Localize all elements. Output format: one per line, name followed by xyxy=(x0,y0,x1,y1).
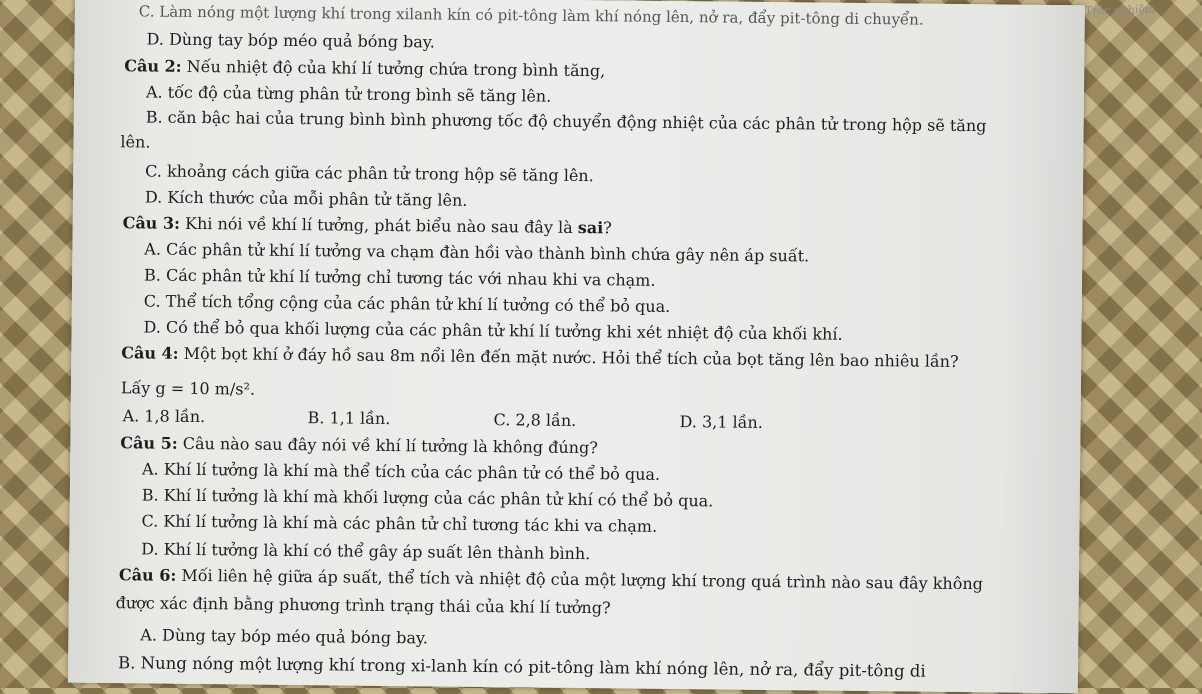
q5-option-b: B. Khí lí tưởng là khí mà khối lượng của các phân tử khí có thể bỏ qua. xyxy=(141,485,714,511)
q1-option-c: C. Làm nóng một lượng khí trong xilanh kín có pit-tông làm khí nóng lên, nở ra, đẩy pit-tông di chuyển. xyxy=(138,2,924,29)
q3-option-c: C. Thể tích tổng cộng của các phân tử khí lí tưởng có thể bỏ qua. xyxy=(143,291,671,316)
q4-given-g: Lấy g = 10 m/s². xyxy=(120,378,256,399)
q5-option-d: D. Khí lí tưởng là khí có thể gây áp suất lên thành bình. xyxy=(141,539,591,564)
question-5 xyxy=(120,433,598,458)
q4-option-a: A. 1,8 lần. xyxy=(122,406,206,427)
q4-option-d: D. 3,1 lần. xyxy=(679,412,763,432)
question-6-label: Câu 6: xyxy=(118,565,177,585)
question-4-label: Câu 4: xyxy=(121,343,179,363)
question-6-text: Mối liên hệ giữa áp suất, thể tích và nhiệt độ của một lượng khí trong quá trình nào sau đây không xyxy=(176,565,984,594)
question-2-label: Câu 2: xyxy=(124,56,182,76)
question-3-mark: ? xyxy=(603,218,612,238)
question-3-text: Khi nói về khí lí tưởng, phát biểu nào sau đây là xyxy=(179,213,578,237)
question-6-cont: được xác định bằng phương trình trạng thái của khí lí tưởng? xyxy=(115,593,611,618)
question-2-text: Nếu nhiệt độ của khí lí tưởng chứa trong bình tăng, xyxy=(181,56,606,81)
q6-option-a: A. Dùng tay bóp méo quả bóng bay. xyxy=(140,625,429,648)
worksheet-paper xyxy=(68,0,1156,693)
q2-option-c: C. khoảng cách giữa các phân tử trong hộp sẽ tăng lên. xyxy=(145,161,594,186)
question-3-emphasis: sai xyxy=(577,217,604,238)
question-6 xyxy=(119,565,983,594)
q6-option-b: B. Nung nóng một lượng khí trong xi-lanh kín có pit-tông làm khí nóng lên, nở ra, đẩy pit-tông di xyxy=(117,653,926,681)
q4-option-b: B. 1,1 lần. xyxy=(307,408,391,429)
q5-option-a: A. Khí lí tưởng là khí mà thể tích của các phân tử có thể bỏ qua. xyxy=(141,459,661,484)
q2-option-d: D. Kích thước của mỗi phân tử tăng lên. xyxy=(144,187,468,210)
q3-option-a: A. Các phân tử khí lí tưởng va chạm đàn hồi vào thành bình chứa gây nên áp suất. xyxy=(144,239,810,266)
q2-option-a: A. tốc độ của từng phân tử trong bình sẽ tăng lên. xyxy=(145,82,552,106)
q5-option-c: C. Khí lí tưởng là khí mà các phân tử chỉ tương tác khi va chạm. xyxy=(141,511,658,536)
q1-option-d: D. Dùng tay bóp méo quả bóng bay. xyxy=(146,29,435,52)
question-5-text: Câu nào sau đây nói về khí lí tưởng là không đúng? xyxy=(177,433,598,458)
q3-option-d: D. Có thể bỏ qua khối lượng của các phân tử khí lí tưởng khi xét nhiệt độ của khối khí. xyxy=(143,317,843,344)
question-4 xyxy=(121,343,959,372)
q2-option-b: B. căn bậc hai của trung bình bình phương tốc độ chuyển động nhiệt của các phân tử trong hộp sẽ tăng xyxy=(145,107,987,136)
question-4-text: Một bọt khí ở đáy hồ sau 8m nổi lên đến mặt nước. Hỏi thể tích của bọt tăng lên bao nhiêu lần? xyxy=(178,343,959,371)
question-3 xyxy=(123,213,612,238)
q2-option-b-cont: lên. xyxy=(120,132,151,152)
question-5-label: Câu 5: xyxy=(120,433,178,453)
question-3-label: Câu 3: xyxy=(122,213,181,233)
header-fragment: Trắc nghiệm xyxy=(1084,2,1156,18)
q4-option-c: C. 2,8 lần. xyxy=(493,410,577,430)
question-2 xyxy=(124,56,605,81)
q3-option-b: B. Các phân tử khí lí tưởng chỉ tương tác với nhau khi va chạm. xyxy=(143,265,656,290)
